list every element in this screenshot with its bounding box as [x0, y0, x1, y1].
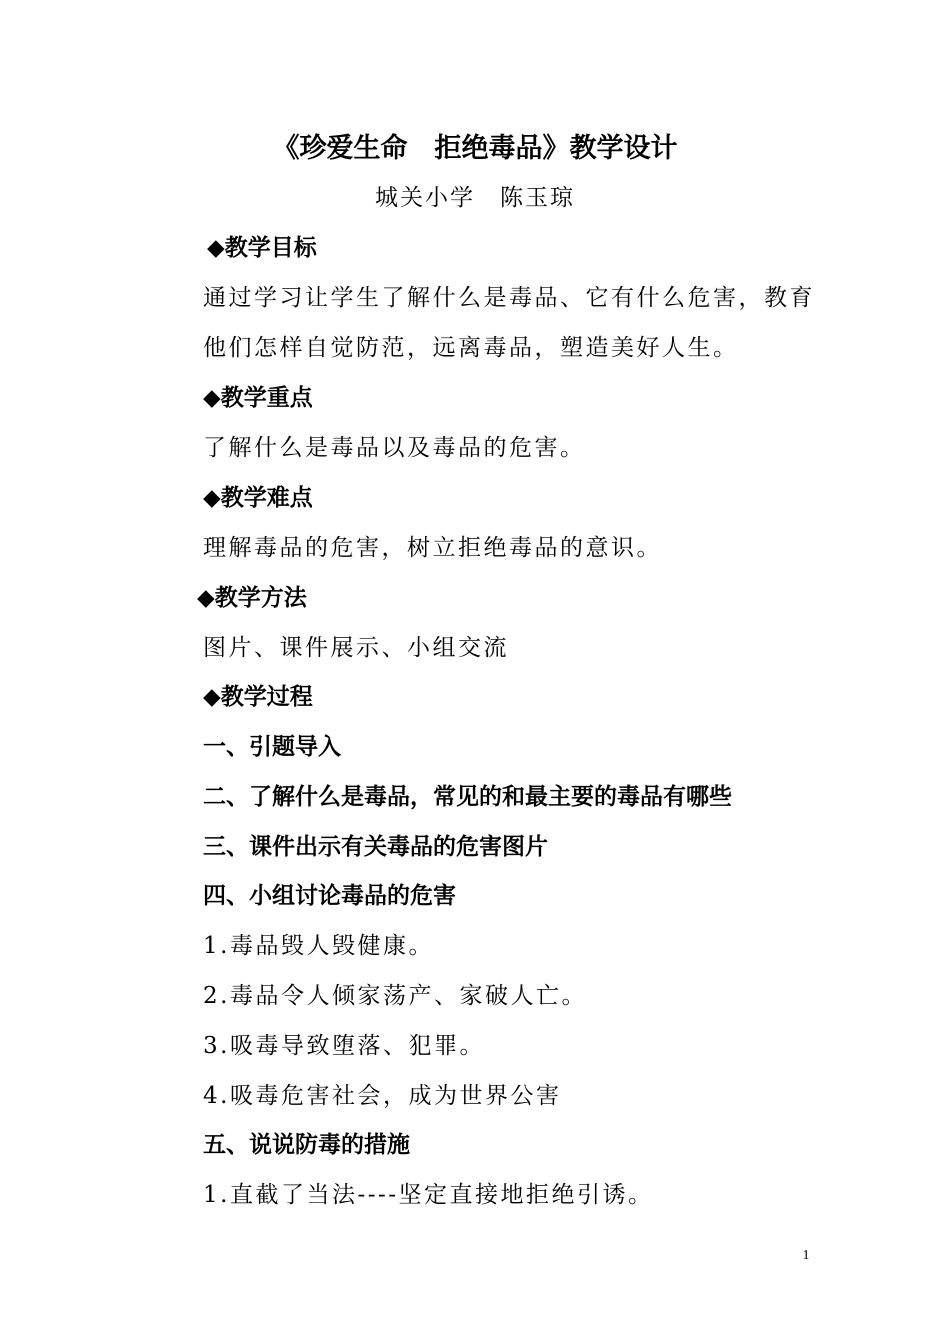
difficulties-heading: ◆教学难点 — [203, 485, 313, 511]
objectives-text-line-2: 他们怎样自觉防范，远离毒品，塑造美好人生。 — [203, 335, 739, 361]
harm-item-2: 2.毒品令人倾家荡产、家破人亡。 — [203, 983, 587, 1009]
document-title: 《珍爱生命 拒绝毒品》教学设计 — [272, 133, 678, 164]
process-step-1: 一、引题导入 — [203, 734, 341, 760]
harm-item-3: 3.吸毒导致堕落、犯罪。 — [203, 1033, 485, 1059]
methods-text: 图片、课件展示、小组交流 — [203, 635, 509, 661]
key-points-heading: ◆教学重点 — [203, 385, 313, 411]
process-step-3: 三、课件出示有关毒品的危害图片 — [203, 834, 548, 860]
objectives-heading: ◆教学目标 — [207, 235, 317, 261]
process-step-5: 五、说说防毒的措施 — [203, 1132, 410, 1158]
measure-item-1: 1.直截了当法----坚定直接地拒绝引诱。 — [203, 1182, 654, 1208]
process-step-2: 二、了解什么是毒品，常见的和最主要的毒品有哪些 — [203, 784, 732, 810]
objectives-text-line-1: 通过学习让学生了解什么是毒品、它有什么危害，教育 — [203, 285, 815, 311]
harm-item-4: 4.吸毒危害社会，成为世界公害 — [203, 1083, 562, 1109]
harm-item-1: 1.毒品毁人毁健康。 — [203, 933, 434, 959]
process-step-4: 四、小组讨论毒品的危害 — [203, 883, 456, 909]
methods-heading: ◆教学方法 — [197, 585, 307, 611]
document-author: 城关小学 陈玉琼 — [375, 185, 575, 211]
key-points-text: 了解什么是毒品以及毒品的危害。 — [203, 435, 586, 461]
page-number: 1 — [802, 1248, 810, 1263]
process-heading: ◆教学过程 — [203, 684, 313, 710]
difficulties-text: 理解毒品的危害，树立拒绝毒品的意识。 — [203, 535, 662, 561]
